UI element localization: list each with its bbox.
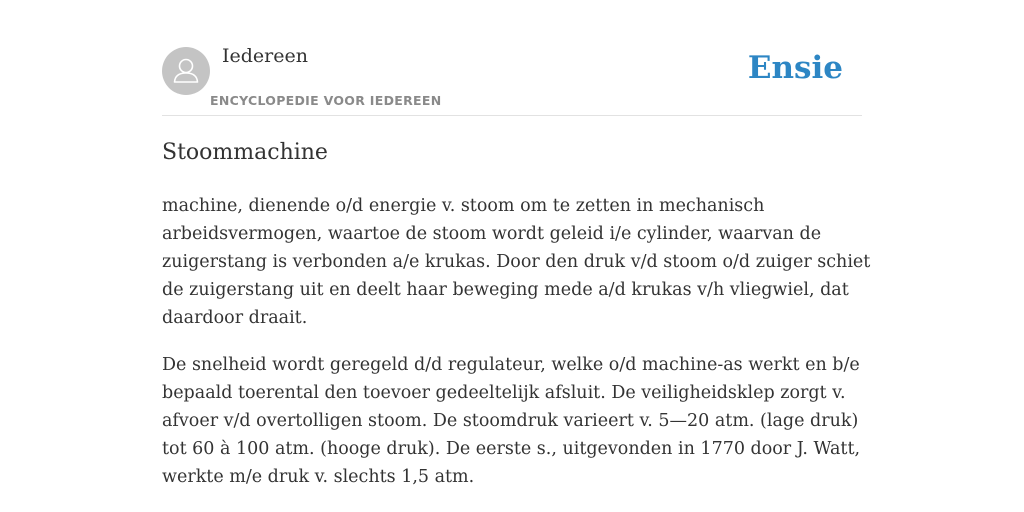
author-subtitle: ENCYCLOPEDIE VOOR IEDEREEN bbox=[210, 93, 442, 108]
paragraph-line: werkte m/e druk v. slechts 1,5 atm. bbox=[162, 467, 475, 487]
paragraph-line: afvoer v/d overtolligen stoom. De stoomdruk varieert v. 5—20 atm. (lage druk) bbox=[162, 411, 859, 431]
content-container bbox=[162, 0, 871, 487]
header bbox=[162, 0, 862, 116]
page-title: Stoommachine bbox=[162, 140, 328, 165]
article-paragraph bbox=[162, 192, 871, 332]
paragraph-line: daardoor draait. bbox=[162, 308, 308, 328]
paragraph-line: machine, dienende o/d energie v. stoom om te zetten in mechanisch bbox=[162, 196, 765, 216]
article-paragraph bbox=[162, 351, 862, 491]
user-icon bbox=[162, 47, 210, 95]
paragraph-line: tot 60 à 100 atm. (hooge druk). De eerste s., uitgevonden in 1770 door J. Watt, bbox=[162, 439, 861, 459]
paragraph-line: De snelheid wordt geregeld d/d regulateur, welke o/d machine-as werkt en b/e bbox=[162, 355, 860, 375]
brand-logo[interactable]: Ensie bbox=[747, 50, 843, 86]
author-name[interactable]: Iedereen bbox=[222, 45, 308, 67]
paragraph-line: arbeidsvermogen, waartoe de stoom wordt geleid i/e cylinder, waarvan de bbox=[162, 224, 822, 244]
paragraph-line: bepaald toerental den toevoer gedeeltelijk afsluit. De veiligheidsklep zorgt v. bbox=[162, 383, 846, 403]
paragraph-line: de zuigerstang uit en deelt haar beweging mede a/d krukas v/h vliegwiel, dat bbox=[162, 280, 849, 300]
avatar[interactable] bbox=[162, 47, 210, 95]
paragraph-line: zuigerstang is verbonden a/e krukas. Door den druk v/d stoom o/d zuiger schiet bbox=[162, 252, 871, 272]
